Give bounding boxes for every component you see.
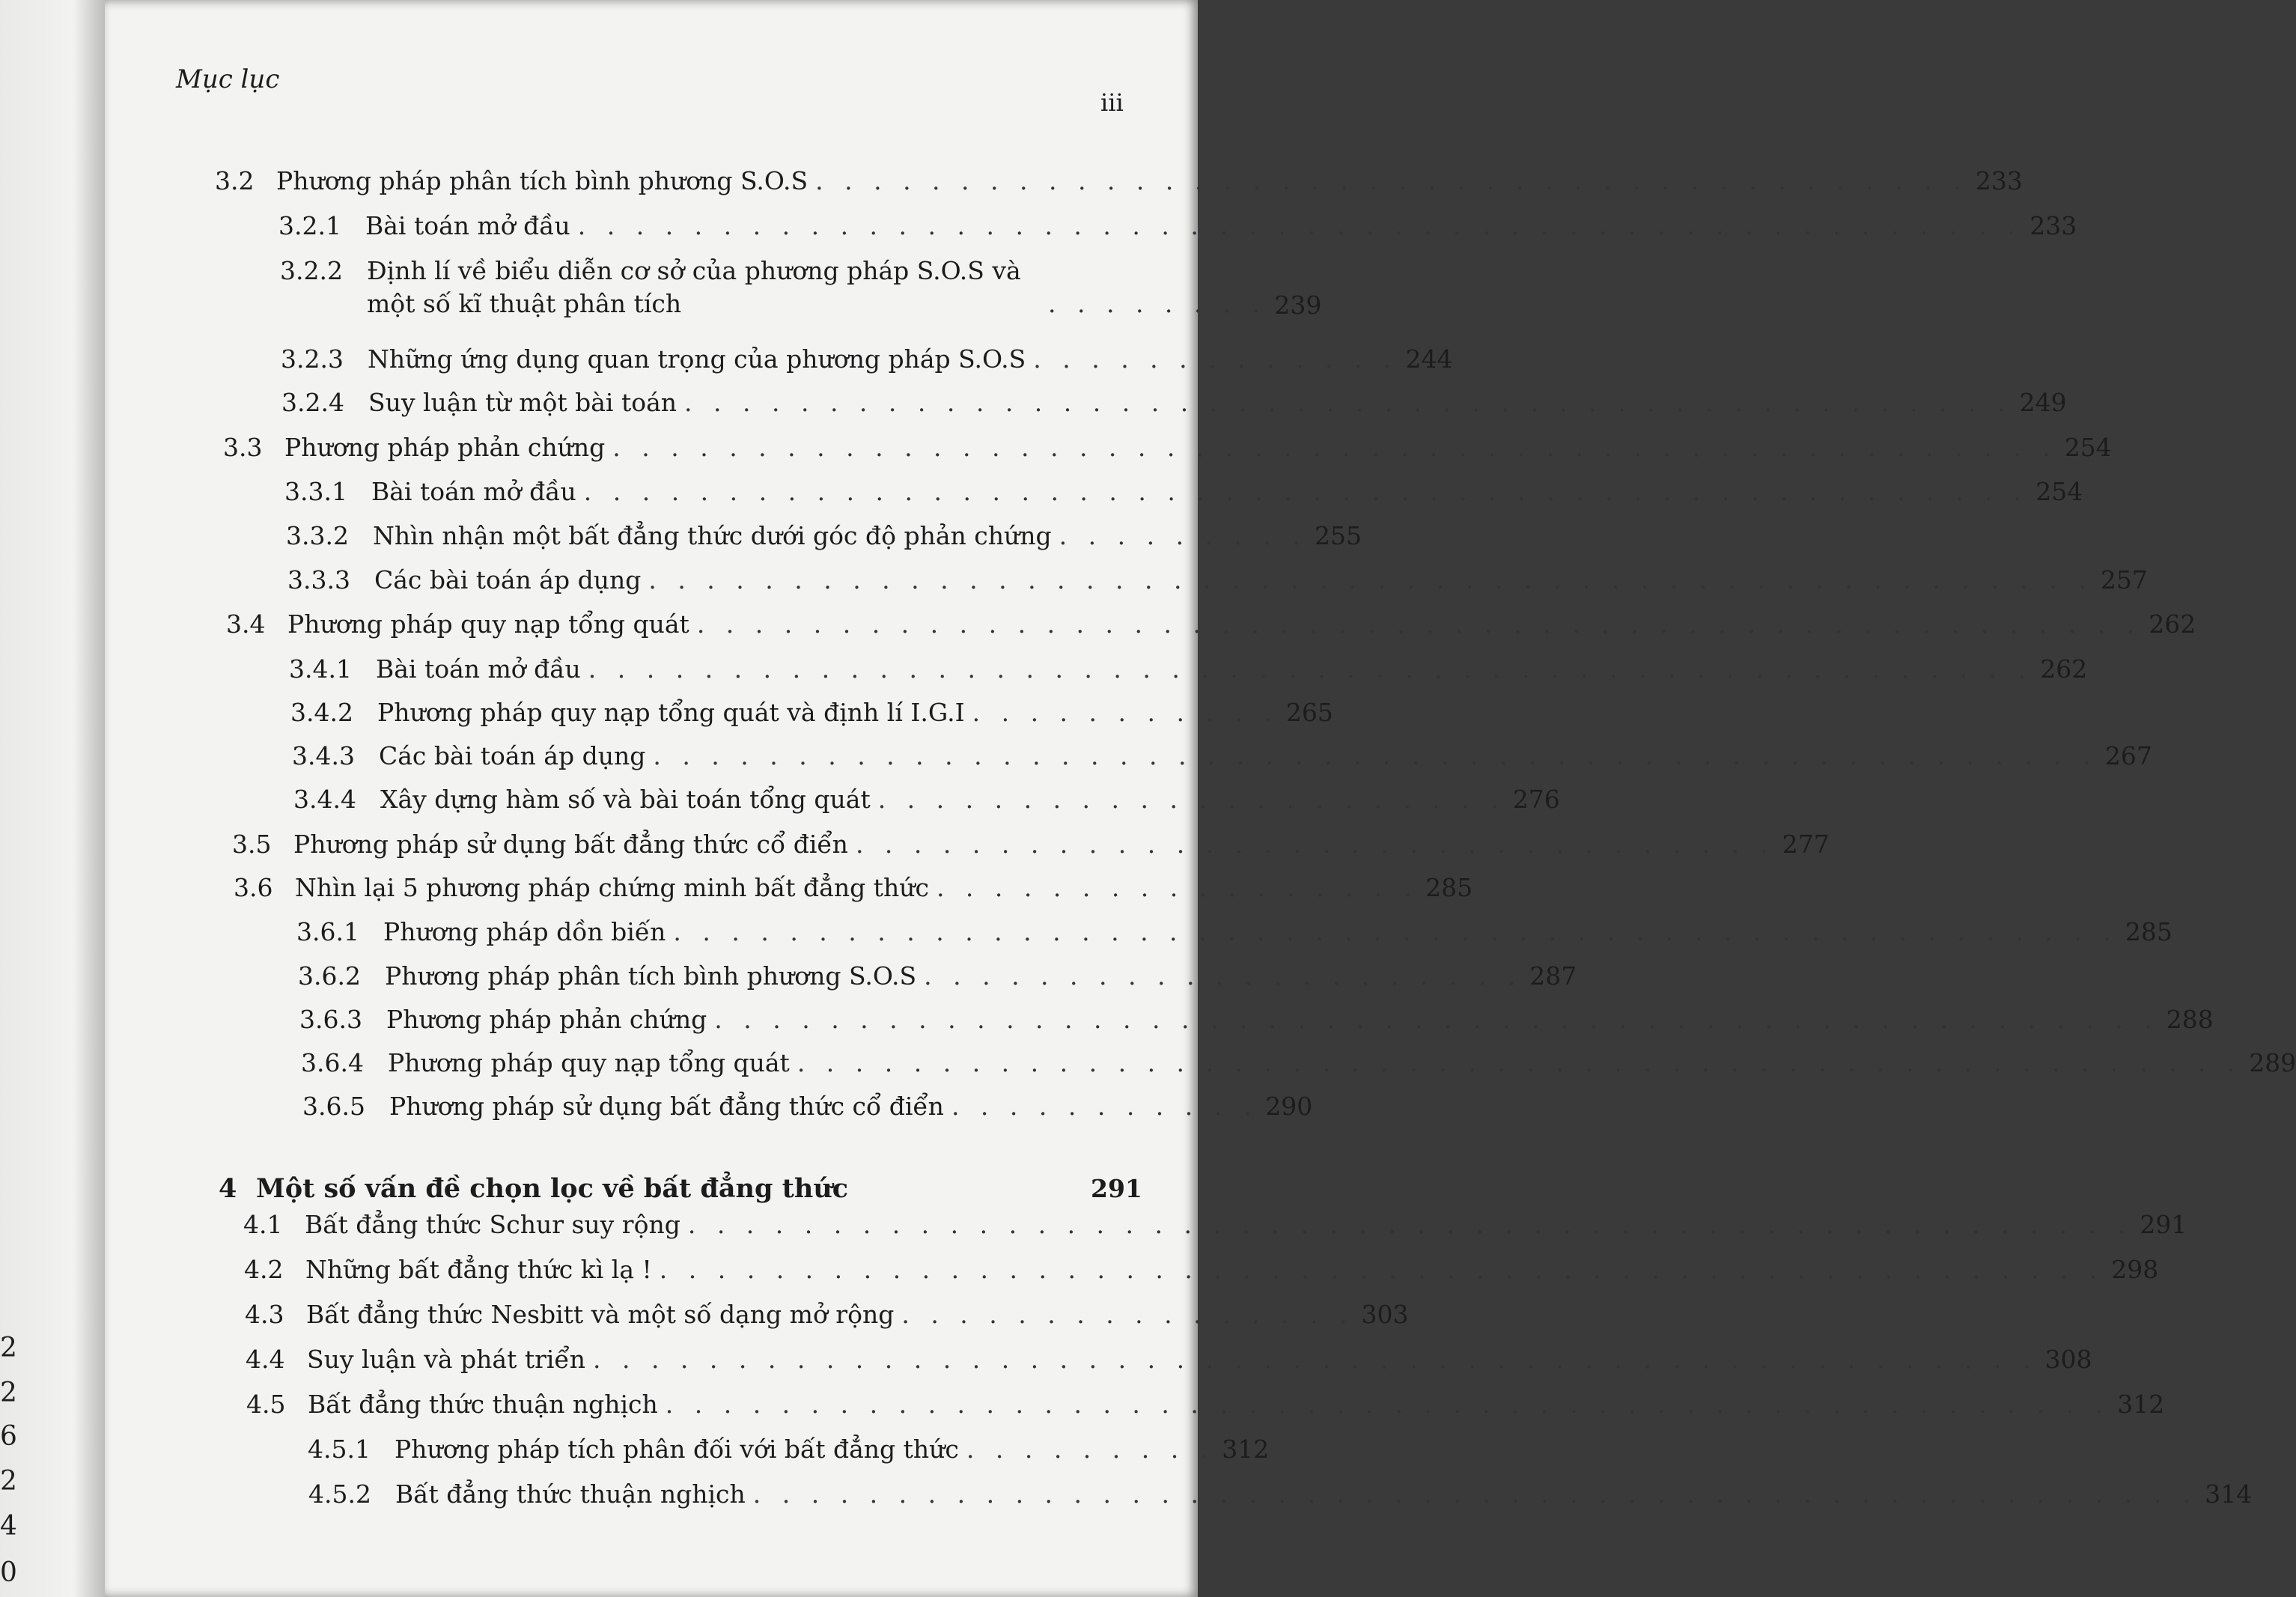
toc-section xyxy=(246,1345,2092,1375)
toc-title: Các bài toán áp dụng xyxy=(374,565,642,594)
toc-title: Phương pháp quy nạp tổng quát xyxy=(287,609,689,639)
leader-dots: . . . . . . . . . . . . . xyxy=(1033,344,1398,374)
toc-title: Phương pháp quy nạp tổng quát và định lí I.G.I xyxy=(377,698,965,727)
toc-number: 3.6.4 xyxy=(301,1048,364,1077)
toc-title: Phương pháp dồn biến xyxy=(383,917,666,946)
toc-title: Bài toán mở đầu xyxy=(376,654,581,684)
toc-number: 4.4 xyxy=(246,1345,285,1374)
toc-page: 288 xyxy=(2166,1005,2214,1034)
toc-page: 314 xyxy=(2205,1479,2253,1509)
toc-section xyxy=(223,433,2112,463)
toc-section xyxy=(232,830,1830,860)
toc-page: 262 xyxy=(2149,609,2196,639)
toc-section xyxy=(234,873,1473,903)
toc-page: 290 xyxy=(1265,1092,1313,1121)
toc-number: 3.6 xyxy=(234,873,273,902)
toc-title: Phương pháp tích phân đối với bất đẳng thức xyxy=(395,1435,959,1464)
toc-number: 3.2.4 xyxy=(281,388,344,417)
toc-subsection xyxy=(289,654,2088,684)
leader-dots: . . . . . . . . . . . . . . . . . . . . . . . . . . . . . . . . . . . . . . . . . . . . . . . . . . xyxy=(696,609,2142,639)
toc-section xyxy=(244,1255,2159,1285)
toc-title: Nhìn lại 5 phương pháp chứng minh bất đẳng thức xyxy=(295,873,929,902)
leader-dots: . . . . . . . . . . . . . . . . . . . . . . . . . . . . . . . . . . . . . . . . . . . . . . . . . . xyxy=(687,1210,2133,1239)
toc-page: 298 xyxy=(2111,1255,2159,1284)
toc-title: Phương pháp phân tích bình phương S.O.S xyxy=(276,166,809,195)
toc-page: 285 xyxy=(1425,873,1473,902)
toc-number: 4.3 xyxy=(245,1300,284,1329)
toc-section xyxy=(245,1300,1409,1330)
toc-page: 233 xyxy=(1975,166,2023,195)
toc-title: Định lí về biểu diễn cơ sở của phương pháp S.O.S và một số kĩ thuật phân tích xyxy=(367,256,1021,318)
leader-dots: . . . . . . . . . xyxy=(1059,521,1307,550)
leader-dots: . . . . . . . . . . . . . . . . . . . . . . . . . . . . . . . . . . . . . . . . . . . . . . . . . . xyxy=(665,1390,2110,1419)
toc-number: 3.2.2 xyxy=(280,256,343,285)
toc-page: 291 xyxy=(1091,1174,1142,1203)
toc-title: Những ứng dụng quan trọng của phương pháp S.O.S xyxy=(368,344,1026,374)
leader-dots: . . . . . . . . . . . . . . . . . . . . . . . . . . . . . . . . . . . . . . . . . . . . . . . . . . xyxy=(577,211,2023,240)
leader-dots: . . . . . . . . . . . . . . . . . . . . . . . . . . . . . . . . . . . . . . . . . . . . . . . . . . xyxy=(653,741,2098,770)
toc-subsection xyxy=(278,211,2077,241)
toc-section xyxy=(243,1210,2187,1240)
toc-title: Suy luận từ một bài toán xyxy=(368,388,677,417)
toc-page: 257 xyxy=(2100,565,2148,594)
toc-subsection xyxy=(284,477,2083,507)
leader-dots: . . . . . . . . . . . . . . . . . . . . . . . . . . . . . . . . . . . . . . . . . . . . . . . . . . xyxy=(673,917,2118,946)
toc-subsection xyxy=(308,1435,1270,1464)
toc-section xyxy=(226,609,2196,639)
toc-subsection xyxy=(301,1048,2296,1078)
toc-number: 4.5 xyxy=(246,1390,286,1419)
toc-page: 308 xyxy=(2044,1345,2092,1374)
toc-subsection xyxy=(290,698,1333,728)
toc-subsection xyxy=(308,1479,2253,1509)
toc-title: Phương pháp sử dụng bất đẳng thức cổ điển xyxy=(389,1092,944,1121)
toc-title: Bài toán mở đầu xyxy=(371,477,576,506)
leader-dots: . . . . . . . . . . . . . . . . . . . . . . . . . . . . . . . . . . . . . . . . . . . . . . . . . . xyxy=(588,654,2033,684)
page-number: iii xyxy=(1100,88,1124,117)
toc-number: 4.1 xyxy=(243,1210,283,1239)
toc-number: 3.2.1 xyxy=(278,211,341,240)
toc-number: 3.3.2 xyxy=(286,521,349,550)
toc-subsection xyxy=(281,388,2067,418)
toc-number: 3.3.1 xyxy=(284,477,347,506)
toc-number: 3.4.2 xyxy=(290,698,353,727)
toc-subsection xyxy=(293,785,1560,815)
leader-dots: . . . . . . . . . . . . . . . . . . . . . . . . . . . . . . . . . . . . . . . . . . . . . . . . . . xyxy=(797,1048,2242,1077)
toc-page: 239 xyxy=(1274,290,1322,320)
toc-page: 262 xyxy=(2040,654,2088,684)
toc-page: 267 xyxy=(2104,741,2152,770)
margin-number: 2 xyxy=(0,1466,17,1497)
toc-page: 249 xyxy=(2019,388,2067,417)
toc-page: 255 xyxy=(1315,521,1362,550)
leader-dots: . . . . . . . . . . . xyxy=(972,698,1279,727)
toc-title: Phương pháp phản chứng xyxy=(386,1005,707,1034)
leader-dots: . . . . . . . . . . . . . . . . . . . . . . . . . . . . . . . . . . . . . . . . . . . . . . . . . . xyxy=(714,1005,2159,1034)
leader-dots: . . . . . . . . . . . . . . . . . xyxy=(936,873,1419,902)
toc-page: 285 xyxy=(2125,917,2172,946)
toc-number: 3.2 xyxy=(215,166,255,195)
margin-number: 2 xyxy=(0,1378,17,1408)
toc-page: 244 xyxy=(1405,344,1453,374)
leader-dots: . . . . . . . . . . . . . . . . xyxy=(901,1300,1354,1329)
toc-number: 4.2 xyxy=(244,1255,284,1284)
toc-page: 265 xyxy=(1285,698,1333,727)
toc-title: Bất đẳng thức Nesbitt và một số dạng mở rộng xyxy=(306,1300,895,1329)
toc-subsection xyxy=(292,741,2152,771)
leader-dots: . . . . . . . . . xyxy=(966,1435,1215,1464)
toc-subsection xyxy=(281,344,1453,374)
leader-dots: . . . . . . . . xyxy=(1048,289,1267,318)
toc-subsection xyxy=(302,1092,1313,1122)
toc-title: Những bất đẳng thức kì lạ ! xyxy=(305,1255,652,1284)
leader-dots: . . . . . . . . . . . . . . . . . . . . . . . . . . . . . . . . . . . . . . . . . . . . . . . . . . xyxy=(592,1345,2038,1374)
toc-title: Phương pháp phân tích bình phương S.O.S xyxy=(385,961,917,991)
toc-page: 303 xyxy=(1361,1300,1409,1329)
toc-number: 3.3 xyxy=(223,433,263,462)
toc-number: 3.4.3 xyxy=(292,741,355,770)
toc-title: Bất đẳng thức thuận nghịch xyxy=(395,1479,746,1509)
toc-page: 254 xyxy=(2064,433,2112,462)
toc-number: 3.4.4 xyxy=(293,785,356,814)
toc-number: 3.6.3 xyxy=(299,1005,362,1034)
toc-number: 3.6.2 xyxy=(298,961,361,991)
margin-number: 0 xyxy=(0,1557,17,1588)
toc-section xyxy=(215,166,2023,196)
leader-dots: . . . . . . . . . . . . . . . . . . . . . xyxy=(924,961,1523,991)
toc-title: Các bài toán áp dụng xyxy=(379,741,646,770)
toc-page: 287 xyxy=(1529,961,1577,991)
toc-subsection xyxy=(298,961,1577,991)
leader-dots: . . . . . . . . . . . . . . . . . . . . . . . . . . . . . . . . . . . . . . . . xyxy=(815,166,1968,195)
toc-page: 276 xyxy=(1512,785,1560,814)
toc-number: 3.4 xyxy=(226,609,266,639)
toc-number: 3.3.3 xyxy=(287,565,350,594)
margin-number: 2 xyxy=(0,1333,17,1363)
toc-subsection xyxy=(299,1005,2214,1035)
toc-page: 289 xyxy=(2249,1048,2296,1077)
toc-title: Phương pháp phản chứng xyxy=(284,433,606,462)
toc-page: 254 xyxy=(2035,477,2083,506)
toc-number: 3.6.5 xyxy=(302,1092,365,1121)
toc-title: Bất đẳng thức Schur suy rộng xyxy=(305,1210,680,1239)
toc-title: Bất đẳng thức thuận nghịch xyxy=(308,1390,658,1419)
toc-subsection xyxy=(287,565,2148,595)
facing-page-edge xyxy=(0,0,105,1597)
toc-title: Suy luận và phát triển xyxy=(307,1345,585,1374)
running-title: Mục lục xyxy=(176,64,280,94)
toc-subsection xyxy=(280,255,1322,320)
toc-page: 312 xyxy=(2117,1390,2165,1419)
toc-subsection xyxy=(296,917,2172,947)
leader-dots: . . . . . . . . . . . . . . . . . . . . . . xyxy=(877,785,1505,814)
toc-number: 4 xyxy=(219,1173,237,1204)
leader-dots: . . . . . . . . . . . . . . . . . . . . . . . . . . . . . . . . . . . . . . . . . . . . . . . . . . xyxy=(648,565,2093,594)
toc-page: 291 xyxy=(2140,1210,2187,1239)
leader-dots: . . . . . . . . . . . . . . . . . . . . . . . . . . . . . . . . . . . . . . . . . . . . . . . . . . xyxy=(583,477,2029,506)
toc-title: Bài toán mở đầu xyxy=(365,211,570,240)
leader-dots: . . . . . . . . . . . . . . . . . . . . . . . . . . . . . . . . . . . . . . . . . . . . . . . . . . xyxy=(752,1479,2198,1509)
toc-page: 233 xyxy=(2029,211,2077,240)
toc-section xyxy=(246,1390,2165,1420)
leader-dots: . . . . . . . . . . . xyxy=(951,1092,1258,1121)
toc-number: 4.5.2 xyxy=(308,1479,371,1509)
toc-number: 4.5.1 xyxy=(308,1435,371,1464)
toc-subsection xyxy=(286,521,1362,551)
toc-title: Nhìn nhận một bất đẳng thức dưới góc độ phản chứng xyxy=(373,521,1052,550)
leader-dots: . . . . . . . . . . . . . . . . . . . . . . . . . . . . . . . . . . . . . . . . . . . . . . . . . . xyxy=(612,433,2057,462)
toc-page: 312 xyxy=(1222,1435,1270,1464)
toc-title: Xây dựng hàm số và bài toán tổng quát xyxy=(380,785,871,814)
toc-number: 3.4.1 xyxy=(289,654,352,684)
margin-number: 4 xyxy=(0,1511,17,1542)
toc-title: Phương pháp sử dụng bất đẳng thức cổ điển xyxy=(293,830,848,859)
margin-number: 6 xyxy=(0,1421,17,1452)
toc-chapter xyxy=(219,1173,1142,1204)
toc-number: 3.2.3 xyxy=(281,344,344,374)
leader-dots: . . . . . . . . . . . . . . . . . . . . . . . . . . . . . . . . . . . . . . . . . . . . . . xyxy=(684,388,2012,417)
toc-title: Phương pháp quy nạp tổng quát xyxy=(388,1048,790,1077)
toc-page: 277 xyxy=(1782,830,1830,859)
toc-number: 3.6.1 xyxy=(296,917,359,946)
leader-dots: . . . . . . . . . . . . . . . . . . . . . . . . . . . . . . . . xyxy=(855,830,1775,859)
leader-dots: . . . . . . . . . . . . . . . . . . . . . . . . . . . . . . . . . . . . . . . . . . . . . . . . . . xyxy=(659,1255,2104,1284)
toc-number: 3.5 xyxy=(232,830,272,859)
toc-title: Một số vấn đề chọn lọc về bất đẳng thức xyxy=(256,1173,849,1204)
